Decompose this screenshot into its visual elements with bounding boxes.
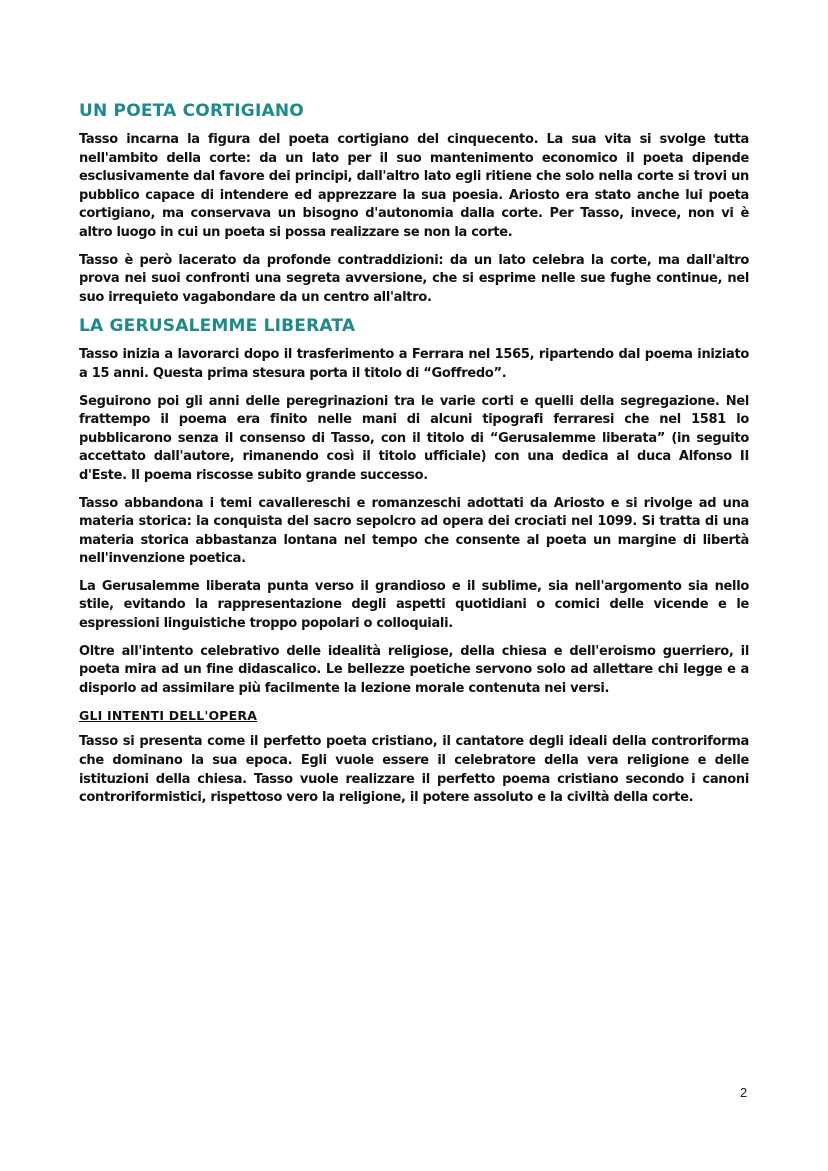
subheading-intenti-opera: GLI INTENTI DELL'OPERA [79,708,258,724]
paragraph: La Gerusalemme liberata punta verso il grandioso e il sublime, sia nell'argomento sia nello stile, evitando la rappresentazione degli aspetti quotidiani o comici delle vicende e le espressioni linguistiche troppo popolari o colloquiali. [79,578,749,632]
section-heading-gerusalemme-liberata: LA GERUSALEMME LIBERATA [79,316,356,337]
paragraph: Tasso abbandona i temi cavallereschi e romanzeschi adottati da Ariosto e si rivolge ad una materia storica: la conquista del sacro sepolcro ad opera dei crociati nel 1099. Si tratta di una materia storica abbastanza lontana nel tempo che consente al poeta un margine di libertà nell'invenzione poetica. [79,495,749,567]
document-page [79,96,749,817]
paragraph: Tasso è però lacerato da profonde contraddizioni: da un lato celebra la corte, ma dall'altro prova nei suoi confronti una segreta avversione, che si esprime nelle sue fughe continue, nel suo irrequieto vagabondare da un centro all'altro. [79,252,749,305]
page-number: 2 [740,1085,748,1100]
paragraph: Tasso si presenta come il perfetto poeta cristiano, il cantatore degli ideali della controriforma che dominano la sua epoca. Egli vuole essere il celebratore della vera religione e delle istituzioni della chiesa. Tasso vuole realizzare il perfetto poema cristiano secondo i canoni controriformistici, rispettoso vero la religione, il potere assoluto e la civiltà della corte. [79,734,749,806]
paragraph: Tasso inizia a lavorarci dopo il trasferimento a Ferrara nel 1565, ripartendo dal poema iniziato a 15 anni. Questa prima stesura porta il titolo di “Goffredo”. [79,347,749,381]
paragraph: Seguirono poi gli anni delle peregrinazioni tra le varie corti e quelli della segregazione. Nel frattempo il poema era finito nelle mani di alcuni tipografi ferraresi che nel 1581 lo pubblicarono senza il consenso di Tasso, con il titolo di “Gerusalemme liberata” (in seguito accettato dall'autore, rimanendo così il titolo ufficiale) con una dedica al duca Alfonso II d'Este. Il poema riscosse subito grande successo. [79,393,749,483]
paragraph: Tasso incarna la figura del poeta cortigiano del cinquecento. La sua vita si svolge tutta nell'ambito della corte: da un lato per il suo mantenimento economico il poeta dipende esclusivamente dal favore dei principi, dall'altro lato egli ritiene che solo nella corte si trovi un pubblico capace di intendere ed apprezzare la sua poesia. Ariosto era stato anche lui poeta cortigiano, ma conservava un bisogno d'autonomia dalla corte. Per Tasso, invece, non vi è altro luogo in cui un poeta si possa realizzare se non la corte. [79,132,749,240]
section-heading-poeta-cortigiano: UN POETA CORTIGIANO [79,101,304,121]
paragraph: Oltre all'intento celebrativo delle idealità religiose, della chiesa e dell'eroismo guerriero, il poeta mira ad un fine didascalico. Le bellezze poetiche servono solo ad allettare chi legge e a disporlo ad assimilare più facilmente la lezione morale contenuta nei versi. [79,643,749,696]
